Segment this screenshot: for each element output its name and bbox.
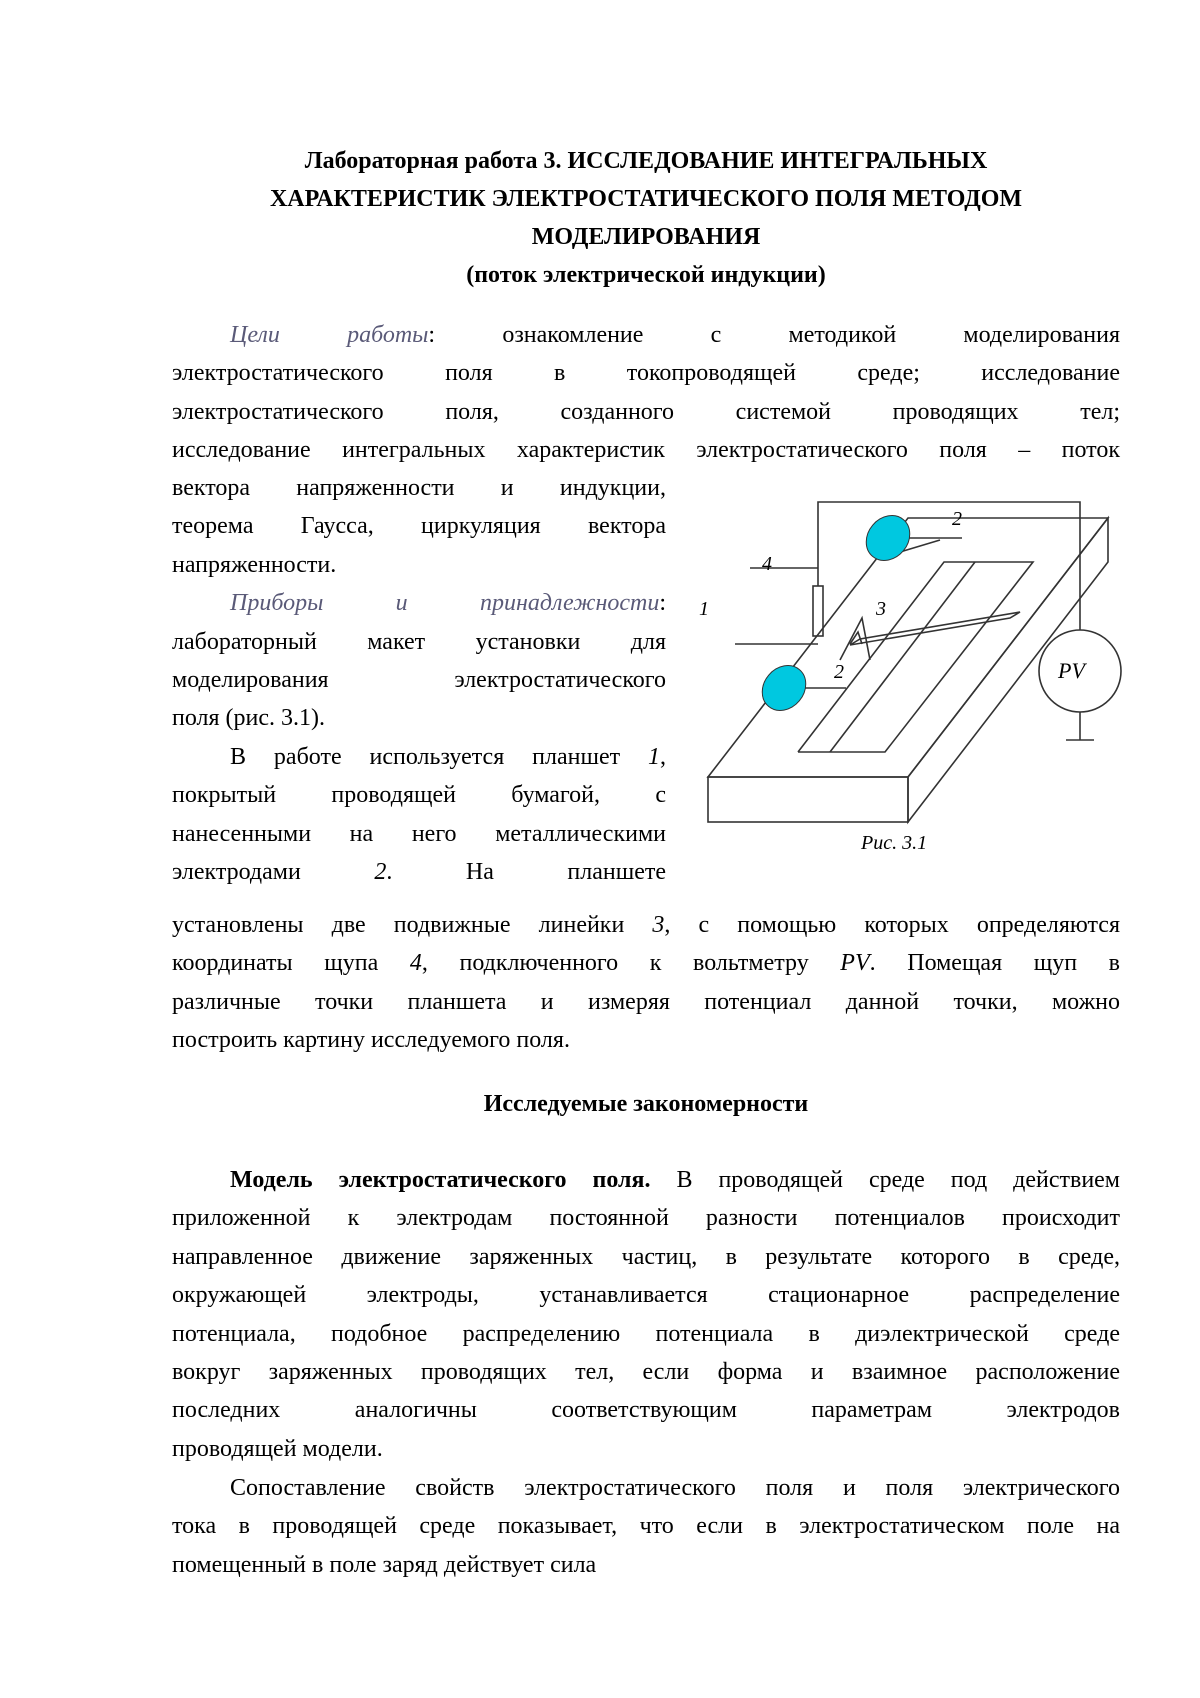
comparison-line-2: тока в проводящей среде показывает, что если в электростатическом поле на [172, 1513, 1120, 1540]
probe [813, 586, 823, 636]
narrow-column [172, 469, 666, 891]
label-3: 3 [876, 598, 886, 620]
goals-line-3: электростатического поля, созданного системой проводящих тел; [172, 398, 1120, 425]
work-line-8: построить картину исследуемого поля. [172, 1027, 570, 1054]
instruments-line-3: моделирования электростатического [172, 667, 666, 694]
comparison-line-3: помещенный в поле заряд действует сила [172, 1551, 597, 1578]
model-paragraph [172, 1161, 1120, 1468]
work-line-1-end: , [660, 743, 666, 770]
work-line-1-text: В работе используется планшет [230, 743, 648, 770]
goals-label: Цели работы [230, 322, 429, 348]
label-4: 4 [762, 553, 772, 575]
comparison-line-1: Сопоставление свойств электростатического поля и поля электрического [230, 1475, 1120, 1501]
section-heading: Исследуемые закономерности [483, 1091, 809, 1117]
figure-3-1 [690, 500, 1130, 870]
title-line-2: ХАРАКТЕРИСТИК ЭЛЕКТРОСТАТИЧЕСКОГО ПОЛЯ МЕТОДОМ [269, 186, 1023, 212]
label-2-bottom: 2 [834, 661, 844, 683]
work-line-1 [172, 738, 666, 776]
work-line-5-text: установлены две подвижные линейки [172, 912, 653, 938]
model-line-1-text: В проводящей среде под действием [650, 1167, 1120, 1193]
goals-line-2: электростатического поля в токопроводящей среде; исследование [172, 360, 1120, 387]
instruments-line-2: лабораторный макет установки для [172, 628, 666, 655]
work-continuation [172, 906, 1120, 1060]
work-line-4-text: электродами [172, 859, 375, 886]
title-subtitle: (поток электрической индукции) [466, 262, 826, 288]
figure-caption: Рис. 3.1 [861, 832, 928, 854]
board-front [708, 777, 908, 822]
work-line-2: покрытый проводящей бумагой, с [172, 782, 666, 809]
electrode-top [857, 507, 918, 569]
work-line-4-end: . На планшете [386, 859, 666, 886]
goals-line-1-text: : ознакомление с методикой моделирования [428, 322, 1120, 348]
work-line-4 [172, 853, 666, 891]
electrode-bottom [753, 657, 814, 719]
model-line-5: потенциала, подобное распределению потенциала в диэлектрической среде [172, 1320, 1120, 1347]
work-line-5 [172, 906, 1120, 944]
ref-pv: PV [840, 950, 870, 977]
work-line-6 [172, 944, 1120, 982]
work-line-7: различные точки планшета и измеряя потенциал данной точки, можно [172, 988, 1120, 1015]
instruments-line-4: поля (рис. 3.1). [172, 705, 326, 732]
label-2-top: 2 [952, 508, 962, 530]
label-1: 1 [699, 598, 709, 620]
model-line-1 [172, 1161, 1120, 1199]
page-title [172, 142, 1120, 294]
ref-4: 4 [409, 950, 422, 977]
model-line-8: проводящей модели. [172, 1435, 383, 1462]
work-line-6-text: координаты щупа [172, 950, 410, 977]
work-line-6-mid: , подключенного к вольтметру [421, 950, 841, 977]
goals-line-7: напряженности. [172, 551, 337, 578]
apparatus-diagram [690, 500, 1130, 870]
leader-3 [840, 618, 870, 660]
goals-line-6: теорема Гаусса, циркуляция вектора [172, 513, 666, 540]
instruments-colon: : [659, 590, 666, 617]
work-line-5-end: , с помощью которых определяются [664, 912, 1120, 938]
work-line-3: нанесенными на него металлическими [172, 820, 666, 847]
instruments-line-1 [172, 584, 666, 622]
goals-line-5: вектора напряженности и индукции, [172, 475, 666, 501]
title-line-3: МОДЕЛИРОВАНИЯ [531, 224, 761, 250]
inner-frame [798, 562, 1033, 752]
model-bold-lead: Модель электростатического поля. [230, 1167, 651, 1193]
ref-2: 2 [374, 859, 387, 886]
ref-3: 3 [652, 912, 665, 938]
model-line-7: последних аналогичны соответствующим параметрам электродов [172, 1397, 1120, 1424]
goals-line-4: исследование интегральных характеристик электростатического поля – поток [172, 437, 1120, 464]
model-line-4: окружающей электроды, устанавливается стационарное распределение [172, 1282, 1120, 1309]
ref-1: 1 [648, 743, 660, 770]
goals-line-1 [172, 316, 1120, 354]
wire-probe [818, 502, 1080, 630]
model-line-6: вокруг заряженных проводящих тел, если форма и взаимное расположение [172, 1359, 1120, 1386]
model-line-3: направленное движение заряженных частиц, в результате которого в среде, [172, 1243, 1120, 1270]
goals-paragraph [172, 316, 1120, 470]
model-line-2: приложенной к электродам постоянной разности потенциалов происходит [172, 1205, 1120, 1232]
instruments-label: Приборы и принадлежности [230, 590, 660, 617]
comparison-paragraph [172, 1469, 1120, 1584]
work-line-6-end: . Помещая щуп в [869, 950, 1120, 977]
label-pv: PV [1058, 658, 1085, 683]
title-line-1: Лабораторная работа 3. ИССЛЕДОВАНИЕ ИНТЕГРАЛЬНЫХ [304, 148, 988, 174]
